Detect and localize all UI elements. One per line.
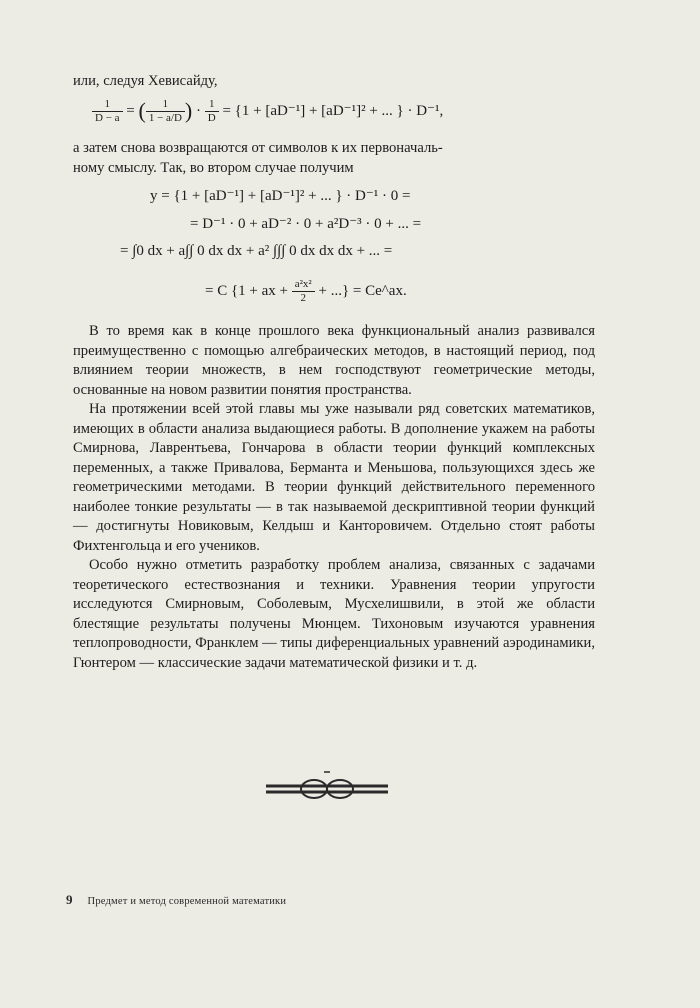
fraction-1-over-d-minus-a	[92, 98, 123, 125]
body-paragraphs	[73, 322, 595, 673]
frac-num: 1	[205, 98, 219, 112]
text-line: ному смыслу. Так, во втором случае получим	[73, 159, 354, 176]
page-signature-number: 9	[66, 892, 73, 907]
fraction-1-over-1-minus-a-over-d	[146, 98, 185, 125]
page-footer	[66, 892, 286, 908]
fraction-1-over-d	[205, 98, 219, 125]
fraction-a2x2-over-2	[292, 278, 315, 305]
text-line: а затем снова возвращаются от символов к их первоначаль-	[73, 140, 443, 156]
eq4-part-b: + ...} = Ce^ax.	[318, 282, 407, 299]
equation-line-4	[205, 278, 407, 305]
frac-den: 1 − a/D	[148, 112, 182, 125]
ornament-divider	[262, 768, 392, 808]
paren-open: (	[138, 98, 146, 123]
footer-title: Предмет и метод современной математики	[87, 896, 287, 907]
frac-den: D	[207, 112, 216, 125]
text-after-equation	[73, 139, 595, 178]
frac-den: 2	[300, 292, 306, 304]
equation-line-1: y = {1 + [aD⁻¹] + [aD⁻¹]² + ... } · D⁻¹ · 0 =	[150, 188, 411, 204]
paragraph-applied-analysis: Особо нужно отметить разработку проблем анализа, связанных с задачами теоретического естествознания и техники. Уравнения теории упругости исследуются Смирновым, Соболевым, Мусхелишвили, в этой же области блестящие результаты получены Мюнцем. Тихоновым изучаются уравнения теплопроводности, Франклем — типы диференциальных уравнений аэродинамики, Гюнтером — классические задачи математической физики и т. д.	[73, 557, 595, 671]
frac-num: 1	[146, 98, 185, 112]
equation-line-3: = ∫0 dx + a∫∫ 0 dx dx + a² ∫∫∫ 0 dx dx dx + ... =	[120, 243, 393, 259]
frac-num: a²x²	[292, 278, 315, 292]
paragraph-functional-analysis: В то время как в конце прошлого века функциональный анализ развивался преимущественно с помощью алгебраических методов, в настоящий период, под влиянием теории множеств, в нем господствуют геометрические методы, основанные на новом развитии понятия пространства.	[73, 323, 595, 398]
intro-line	[73, 72, 595, 92]
eq-sign: =	[126, 103, 139, 119]
equation-line-2: = D⁻¹ · 0 + aD⁻² · 0 + a²D⁻³ · 0 + ... =	[190, 216, 422, 232]
equation-tail: = {1 + [aD⁻¹] + [aD⁻¹]² + ... } · D⁻¹,	[222, 103, 444, 119]
paragraph-soviet-mathematicians: На протяжении всей этой главы мы уже называли ряд советских математиков, имеющих в области анализа выдающиеся работы. В дополнение укажем на работы Смирнова, Лаврентьева, Гончарова в области теории функций комплексных переменных, а также Привалова, Берманта и Меньшова, пользующихся здесь же геометрическими методами. В теории функций действительного переменного наиболее тонкие результаты — в так называемой дескриптивной теории функций — достигнуты Новиковым, Келдыш и Канторовичем. Отдельно стоят работы Фихтенгольца и его учеников.	[73, 401, 595, 554]
intro-text: или, следуя Хевисайду,	[73, 73, 218, 89]
dot-operator: ·	[196, 103, 205, 119]
eq4-part-a: = C {1 + ax +	[205, 282, 288, 299]
frac-num: 1	[92, 98, 123, 112]
equation-heaviside	[92, 98, 443, 125]
frac-den: D − a	[95, 112, 120, 125]
paren-close: )	[184, 98, 193, 123]
